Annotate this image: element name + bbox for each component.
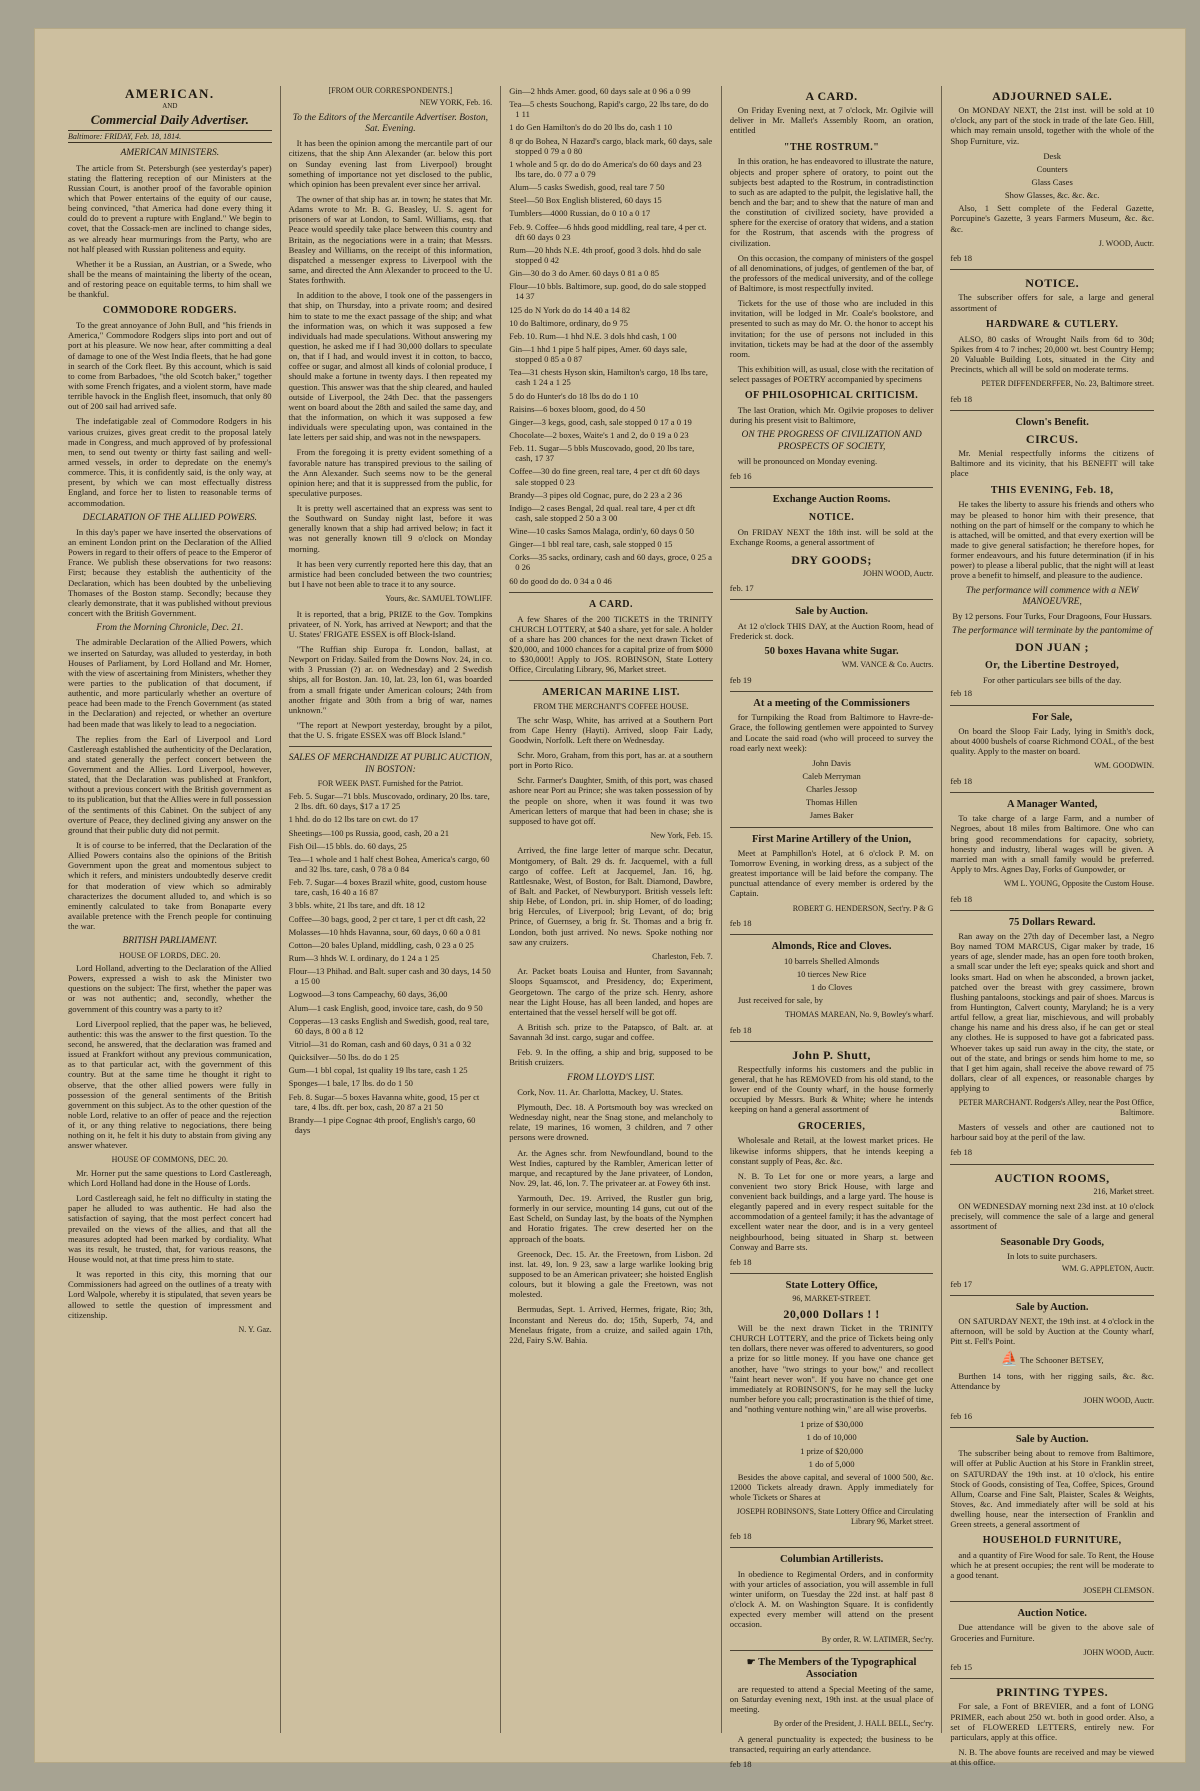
auction-list: [289, 791, 493, 1135]
article-text: It was reported in this city, this morning that our Commissioners had agreed on the outlines of a treaty with Lord Walpole, whereby it is stipulated, that seven years be allowed to settle the question of impressment and citizenship.: [68, 1269, 272, 1320]
cargo-item: 60 do good do do. 0 34 a 0 46: [509, 575, 612, 586]
article-text: It is of course to be inferred, that the Declaration of the Allied Powers contains also the opinions of the British Government upon the great and momentous subject to which it refers, and ministers undoubtedly deserve credit for that moderation of view which so admirably characterizes the document alluded to, and which is so eminently calculated to take from Bonaparte every available pretence with the French people for continuing the war.: [68, 840, 272, 932]
list-item: Charles Jessop: [806, 784, 857, 795]
ad-text: On FRIDAY NEXT the 18th inst. will be sold at the Exchange Rooms, a general assortment of: [729, 527, 934, 548]
auction-item: 3 bbls. white, 21 lbs tare, and dft. 18 12: [288, 900, 425, 911]
ad-emphasis: OF PHILOSOPHICAL CRITICISM.: [744, 390, 919, 402]
cargo-item: Gin—30 do 3 do Amer. 60 days 0 81 a 0 85: [509, 268, 660, 279]
article-text: Mr. Horner put the same questions to Lord Castlereagh, which Lord Holland had done in the House of Lords.: [68, 1167, 272, 1189]
article-text: To the great annoyance of John Bull, and "his friends in America," Commodore Rodgers slips into port and out of port at his pleasure. We now hear, after committing a deal of damage to one of the West India fleets, that he had gone in search of the Cork fleet. By this account, which is said to come from Barbadoes, "the old Scotch baker," together with some French frigates, and a violent storm, have made terrible havock in the English fleet, insomuch, that only 80 out of 200 sail had arrived safe.: [68, 320, 272, 412]
ad-emphasis: DON JUAN ;: [1015, 640, 1089, 655]
article-text: From the foregoing it is pretty evident something of a favorable nature has transpired previous to the sailing of the Ann Alexander. Such seems now to be the general opinion here; and that it is suppressed from the public, for speculative purposes.: [288, 447, 493, 498]
ad-signature: ROBERT G. HENDERSON, Sect'ry. P & G: [792, 903, 934, 913]
article-text: Plymouth, Dec. 18. A Portsmouth boy was wrecked on Wednesday night, near the Snag stone, and melancholy to relate, 19 marines, 16 women, 3 children, and 7 other persons were drowned.: [509, 1101, 713, 1143]
article-subtitle: HOUSE OF LORDS, DEC. 20.: [119, 950, 221, 960]
cargo-item: Wine—10 casks Samos Malaga, ordin'y, 60 days 0 50: [509, 526, 695, 537]
ad-title: PRINTING TYPES.: [996, 1685, 1109, 1700]
auction-item: Flour—13 Phihad. and Balt. super cash and 30 days, 14 50 a 15 00: [288, 966, 491, 987]
ad-emphasis: The performance will terminate by the pantomime of: [952, 626, 1153, 637]
ad-date: feb. 17: [729, 583, 754, 594]
ad-title: Sale by Auction.: [795, 606, 868, 618]
article-text: The article from St. Petersburgh (see yesterday's paper) stating the flattering reception of our Ministers at the Russian Court, is another proof of the favorable opinion which that Power entertains of the equity of our cause, being convinced, "that America had done every thing it could do to prevent a rupture with England." We begin to covet, that the Cossack-men are inclined to change sides, as we already hear murmurings from the Party, who are not half pleased with Russian politeness and equity.: [68, 162, 272, 254]
ad-text: ON WEDNESDAY morning next 23d inst. at 10 o'clock precisely, will commence the sale of a large and general assortment of: [950, 1201, 1154, 1232]
article-title: DECLARATION OF THE ALLIED POWERS.: [82, 512, 258, 523]
article-signature: Yours, &c. SAMUEL TOWLIFF.: [385, 594, 493, 604]
cargo-item: Chocolate—2 boxes, Waite's 1 and 2, do 0 19 a 0 23: [509, 429, 689, 440]
columns: [60, 86, 1162, 1769]
article-text: The indefatigable zeal of Commodore Rodgers in his various cruizes, gives great credit to the proposal lately made in Congress, and much approved of by professional men, to send out twenty or thirty fast sailing and well-armed vessels, in order to depredate on the enemy's commerce. This, it is confidently said, is the only way, at present, by which we can most effectually distress England, and force her to listen to reasonable terms of accommodation.: [68, 416, 272, 508]
ad-text: The last Oration, which Mr. Ogilvie proposes to deliver during his present visit to Baltimore,: [729, 405, 934, 426]
auction-item: Tea—1 whole and 1 half chest Bohea, America's cargo, 60 and 32 lbs. tare, cash, 0 78 a 0 84: [288, 853, 490, 874]
cargo-item: Raisins—6 boxes bloom, good, do 4 50: [509, 403, 646, 414]
masthead-subtitle: Commercial Daily Advertiser.: [90, 111, 249, 127]
ad-text: For sale, a Font of BREVIER, and a font of LONG PRIMER, each about 250 wt. both in good order. Also, a set of FLOWERED LETTERS, entirely new. For particulars, apply at this office.: [950, 1701, 1154, 1742]
cargo-item: Tumblers—4000 Russian, do 0 10 a 0 17: [509, 208, 651, 219]
article-text: In addition to the above, I took one of the passengers in that ship, on Thursday, into a private room; and desired him to state to me the exact passage of the ship; and what the information was, on which it was supposed a few individuals had made speculations. Without answering my question, he asked me if I had 30,000 dollars to speculate on, that if I had, and would invest it in cotton, to bacco, coffee or sugar, and almost all kinds of colonial produce, I should make a fortune in twenty days. I then repeated my question. This answer was that the ship cleared, and hauled outside of Liverpool, the 24th Dec. that the passengers went on board about the 28th and sailed the same day, and that the information, on which it was supposed a few individuals were speculating upon, was contained in the late letters per said ship, and was not in the newspapers.: [288, 290, 493, 443]
auction-item: Sheetings—100 ps Russia, good, cash, 20 a 21: [288, 827, 450, 838]
ad-text: In lots to suite purchasers.: [1007, 1251, 1098, 1261]
ad-text: Respectfully informs his customers and the public in general, that he has REMOVED from his old stand, to the lower end of the County wharf, in the house formerly occupied by Messrs. Burk & White; where he intends keeping on hand a general assortment of: [729, 1063, 934, 1115]
ad-text: Also, 1 Sett complete of the Federal Gazette, Porcupine's Gazette, 3 years Farmers Museum, &c. &c. &c.: [950, 203, 1154, 234]
ad-emphasis: DRY GOODS;: [791, 552, 872, 567]
ad-text: The subscriber being about to remove from Baltimore, will offer at Public Auction at his Store in Franklin street, on SATURDAY the 19th inst. at 10 o'clock, his entire Stock of Goods, consisting of Tea, Coffee, Spices, Ground Allum, Coarse and Fine Salt, Plaister, Scales & Weights, Stoves, &c. And immediately after will be sold at his dwelling house, near the intersection of Franklin and Green streets, a general assortment of: [950, 1448, 1154, 1530]
divider: [509, 680, 713, 681]
ad-address: 96, MARKET-STREET.: [792, 1294, 871, 1304]
list-item: Caleb Merryman: [802, 770, 861, 781]
ad-text: On Friday Evening next, at 7 o'clock, Mr. Ogilvie will deliver in Mr. Mallet's Assembly Room, an oration, entitled: [729, 105, 934, 136]
ad-subtitle: NOTICE.: [808, 512, 855, 524]
ad-text: ON SATURDAY NEXT, the 19th inst. at 4 o'clock in the afternoon, will be sold by Auction at the County wharf, Pitt st. Fell's Point.: [950, 1316, 1154, 1347]
ad-signature: JOSEPH CLEMSON.: [1083, 1585, 1154, 1595]
ad-text: In this oration, he has endeavored to illustrate the nature, objects and proper sphere of oratory, to point out the subjects best adapted to the Rostrum, in contradistinction to such as are adapted to the pulpit, the legislative hall, the bench and the bar; and to shew that the nature of man and the constitution of civilized society, have provided a sphere for the exercise of oratory that widens, and a station for the Rostrum, that ascends with the progress of civilization.: [729, 156, 934, 248]
ad-emphasis: Or, the Libertine Destroyed,: [985, 660, 1120, 672]
article-text: Schr. Moro, Graham, from this port, has ar. at a southern port in Porto Rico.: [509, 750, 713, 771]
ad-title: Columbian Artillerists.: [779, 1554, 884, 1566]
masthead-dateline: Baltimore: FRIDAY, Feb. 18, 1814.: [68, 130, 272, 143]
ad-date: feb 18: [729, 1024, 752, 1035]
auction-item: 1 hhd. do do 12 lbs tare on cwt. do 17: [288, 814, 419, 825]
ad-date: feb 18: [729, 1256, 752, 1267]
ad-text: The subscriber offers for sale, a large and general assortment of: [950, 292, 1154, 313]
ad-signature: JOHN WOOD, Auctr.: [1083, 1396, 1154, 1406]
ad-title: ADJOURNED SALE.: [992, 89, 1113, 103]
article-text: "The Ruffian ship Europa fr. London, ballast, at Newport on Friday. Sailed from the Downs Nov. 24, in co. with 3 Prussian (?) ar. on Wednesday) and 2 Swedish ships, all for Boston. Jan. 10, lat. 23, lon 61, was boarded from a small frigate under American colours; 24th from another frigate and 30th from a brig of war, names unknown.": [288, 644, 493, 715]
list-item: 1 do of 5,000: [808, 1458, 855, 1469]
auction-item: Quicksilver—50 lbs. do do 1 25: [288, 1052, 399, 1063]
article-text: It is reported, that a brig, PRIZE to the Gov. Tompkins privateer, of N. York, has arrived at Newport; and that the U. States' FRIGATE ESSEX is off Block-Island.: [288, 608, 493, 639]
ad-title: Auction Notice.: [1017, 1608, 1087, 1620]
ad-text: In obedience to Regimental Orders, and in conformity with your articles of association, you will assemble in full winter uniform, on Tuesday the 22d inst. at half past 8 o'clock A. M. on Washington Square. It is confidently expected every member will attend on the present occasion.: [729, 1568, 934, 1630]
ad-title: A CARD.: [805, 89, 858, 103]
ad-title: NOTICE.: [1025, 276, 1080, 291]
auction-item: Logwood—3 tons Campeachy, 60 days, 36,00: [288, 989, 448, 1000]
dateline: New York, Feb. 15.: [650, 831, 713, 841]
article-title: SALES OF MERCHANDIZE AT PUBLIC AUCTION, IN BOSTON:: [288, 753, 493, 775]
ad-date: feb 18: [729, 1758, 752, 1769]
ad-signature: PETER DIFFENDERFFER, No. 23, Baltimore street.: [981, 379, 1154, 389]
article-text: The owner of that ship has ar. in town; he states that Mr. Adams wrote to Mr. B. G. Beasley, U. S. agent for prisoners of war at London, to Saml. Williams, esq. that Peace would speedily take place between this country and Britain, as the negociations were in a train; that Messrs. Beasley and Williams, on the receipt of this information, dispatched a messenger express to Liverpool with the same, and directed the Ann Alexander to proceed to the U. States forthwith.: [288, 193, 493, 286]
ad-emphasis: THIS EVENING, Feb. 18,: [990, 484, 1114, 496]
ad-text: For other particulars see bills of the day.: [983, 675, 1122, 686]
ad-text: N. B. To Let for one or more years, a large and convenient two story Brick House, with large and convenient back buildings, and a large yard. The house is elegantly papered and in every respect suitable for the accommodation of a genteel family; it has the advantage of excellent water near the door, and is in a very genteel neighbourhood, being situated in Sharp st. between Conway and Barre sts.: [729, 1170, 934, 1252]
column-3: [501, 86, 722, 1733]
article-text: Bermudas, Sept. 1. Arrived, Hermes, frigate, Rio; 3th, Inconstant and Nereus do. do; 15th, Superb, 74, and Menelaus frigate, from a cruize, and sailed again 17th, 22d, Fairy S.W. Bahia.: [509, 1304, 713, 1345]
cargo-item: Alum—5 casks Swedish, good, real tare 7 50: [509, 182, 665, 193]
cargo-item: Ginger—1 bbl real tare, cash, sale stopped 0 15: [509, 539, 673, 550]
article-text: In this day's paper we have inserted the observations of an eminent London print on the Declaration of the Allied Powers in regard to their offers of peace to the Emperor of France. We publish these observations for two reasons: First; because they establish the authenticity of the Declaration, which has been doubted by the unbelieving Thomases of the Boston stamp. Secondly; because they clearly demonstrate, that it was published without previous concert with the British Government.: [68, 526, 272, 619]
cargo-item: Feb. 11. Sugar—5 bbls Muscovado, good, 20 lbs tare, cash, 17 37: [509, 443, 695, 464]
auction-item: Feb. 7. Sugar—4 boxes Brazil white, good, custom house tare, cash, 16 40 a 16 87: [288, 877, 487, 898]
ad-emphasis: ON THE PROGRESS OF CIVILIZATION AND PROSPECTS OF SOCIETY,: [741, 430, 922, 452]
auction-item: Fish Oil—15 bbls. do. 60 days, 25: [288, 840, 407, 851]
divider: [730, 934, 934, 935]
article-text: Ar. the Agnes schr. from Newfoundland, bound to the West Indies, captured by the Rambler, American letter of marque, and recaptured by the Jane privateer, of London, Nov. 29, lat. 46, lon. 7. The privateer ar. at Fowey 6th inst.: [509, 1147, 713, 1188]
article-text: A British sch. prize to the Patapsco, of Balt. ar. at Savannah 3d inst. cargo, sugar and coffee.: [509, 1022, 713, 1043]
ad-text: On this occasion, the company of ministers of the gospel of all denominations, of judges, of gentlemen of the bar, of the professors of the medical university, and of the college of Baltimore, is most respectfully invited.: [729, 252, 934, 294]
article-text: Lord Liverpool replied, that the paper was, he believed, authentic: this was the answer to the first question. To the second, he answered, that the declaration was framed and issued at Frankfort without any previous communication, as to that particular act, with the government of this country. But at the same time he thought it right to observe, that the other allied powers were fully in possession of the general sentiments of the British government on this subject. As to the other question of the noble Lord, relative to an offer of peace and the rejection of it, or any thing relative to negociations, there being nothing on it, he felt it his duty to abstain from giving any answer whatever.: [68, 1018, 272, 1151]
ad-text: Tickets for the use of those who are included in this invitation, will be lodged in Mr. Coale's bookstore, and presented to such as may do Mr. O. the honor to accept his invitation; for the use of persons not included in this invitation, tickets may be had at the door of the assembly room.: [729, 298, 934, 359]
cargo-item: 5 do do Hunter's do 18 lbs do do 1 10: [509, 390, 639, 401]
ad-date: feb 19: [729, 674, 752, 685]
ad-text: will be pronounced on Monday evening.: [737, 455, 878, 466]
ad-text: Will be the next drawn Ticket in the TRINITY CHURCH LOTTERY, and the price of Tickets being only ten dollars, there never was offered to adventurers, so good a prize for so little money. If you have one chance get another, have "two strings to your bow," and recollect "faint heart never won". If you have no chance get one immediately at ROBINSON'S, for he may sell the lucky number before you call; procrastination is the thief of time, and "nothing venture nothing win," are all wise proverbs.: [729, 1323, 934, 1415]
ad-text: ALSO, 80 casks of Wrought Nails from 6d to 30d; Spikes from 4 to 7 inches; 20,000 wt. best Country Hemp; 20 Valuable Building Lots, situated in the City and Precincts, which all will be sold on moderate terms.: [950, 333, 1154, 374]
masthead-and: AND: [162, 102, 178, 111]
ad-signature: JOSEPH ROBINSON'S, State Lottery Office and Circulating Library 96, Market street.: [736, 1507, 934, 1526]
ad-title: 75 Dollars Reward.: [1008, 916, 1096, 928]
ad-signature: WM L. YOUNG, Opposite the Custom House.: [1003, 879, 1154, 889]
ad-text: Due attendance will be given to the above sale of Groceries and Furniture.: [950, 1622, 1154, 1643]
dateline: Charleston, Feb. 7.: [652, 951, 713, 961]
ad-date: feb 18: [729, 918, 752, 929]
cargo-item: Ginger—3 kegs, good, cash, sale stopped 0 17 a 0 19: [509, 416, 692, 427]
article-subtitle: FROM THE MERCHANT'S COFFEE HOUSE.: [533, 702, 689, 712]
ad-text: Mr. Menial respectfully informs the citizens of Baltimore and its vicinity, that his BENEFIT will take place: [950, 448, 1154, 479]
ad-text: To take charge of a large Farm, and a number of Negroes, about 18 miles from Baltimore. One who can bring good recommendations for capacity, sobriety, honesty and industry, liberal wages will be given. A married man with a small family would be preferred. Apply to Mrs. Agnes Day, Forks of Gunpowder, or: [950, 813, 1154, 874]
list-item: Counters: [1036, 163, 1068, 174]
ad-emphasis: The Schooner BETSEY,: [1020, 1354, 1104, 1365]
ad-title: Exchange Auction Rooms.: [772, 494, 891, 506]
article-text: Feb. 9. In the offing, a ship and brig, supposed to be British cruizers.: [509, 1047, 713, 1068]
divider: [730, 599, 934, 600]
auction-item: Molasses—10 hhds Havanna, sour, 60 days, 0 60 a 0 81: [288, 926, 481, 937]
ad-date: feb 18: [950, 775, 973, 786]
ad-date: feb 18: [950, 393, 973, 404]
ad-signature: PETER MARCHANT. Rodgers's Alley, near the Post Office, Baltimore.: [958, 1098, 1154, 1117]
auction-item: Feb. 8. Sugar—5 boxes Havanna white, good, 15 per ct tare, 4 lbs. dft. per box, cash, 20 87 a 21 50: [288, 1091, 480, 1112]
article-text: Schr. Farmer's Daughter, Smith, of this port, was chased ashore near Port au Prince; she was taken possession of by the people on shore, when it was found it was two American letters of marque that had been in chase; she is supposed to have got off.: [509, 775, 713, 826]
divider: [950, 1295, 1154, 1296]
divider: [730, 1547, 934, 1548]
list-item: John Davis: [812, 757, 851, 768]
auction-item: Copperas—13 casks English and Swedish, good, real tare, 60 days, 8 00 a 8 12: [288, 1015, 490, 1036]
ad-title: CIRCUS.: [1025, 432, 1079, 447]
list-item: 10 tierces New Rice: [796, 968, 867, 979]
divider: [950, 269, 1154, 270]
list-item: Thomas Hillen: [805, 797, 858, 808]
list-item: 1 do Cloves: [811, 981, 853, 992]
article-text: Lord Castlereagh said, he felt no difficulty in stating the paper he alluded to was authentic. He had also the satisfaction of saying, that the most perfect concert had prevailed on the views of the allies, and that all the measures adopted had been marked by cordiality. What was its result, he trusted, that, for various reasons, the House would not, at that time press him to state.: [68, 1193, 272, 1265]
cargo-item: 125 do N York do do 14 40 a 14 82: [509, 304, 631, 315]
divider: [950, 792, 1154, 793]
cargo-item: Tea—31 chests Hyson skin, Hamilton's cargo, 18 lbs tare, cash 1 24 a 1 25: [509, 367, 708, 388]
article-text: It is pretty well ascertained that an express was sent to the Southward on Sunday night last, before it was generally known that a ship had arrived below; in fact it was not generally known till 9 o'clock on Monday morning.: [288, 503, 493, 554]
ad-emphasis: Seasonable Dry Goods,: [1000, 1236, 1104, 1248]
article-text: The replies from the Earl of Liverpool and Lord Castlereagh established the authenticity of the Declaration, and stated generally the perfect concert between the Government and the Allies. Lord Liverpool, however, stated, that the Declaration was published at Frankfort, without a previous concert with the British government as to its publication, but that the Allies were in full possession of the sentiments of this Cabinet. On the subject of any overture of Peace, they declined giving any answer on the ground that their public duty did not permit.: [68, 733, 272, 835]
ad-text: Ran away on the 27th day of December last, a Negro Boy named TOM MARCUS, Cigar maker by trade, 16 years of age, slender made, has an open fore tooth broken, a small scar under the left eye; speaks quick and short and looks smart. Had on when he absconded, a brown jacket, patched over the breast with grey cassimere, brown flushing pantaloons, stockings and pair of shoes. Marcus is from Huntington, Calvert county, Maryland; he is a very artful fellow, a great liar, mischievous, and will probably change his name and his dress also, if he can get or steal any clothes. He is supposed to have got a fabricated pass. Whoever takes up said run away in the city, the state, or out of the state, and brings or sends him home to me, so that I get him again, shall receive the above reward of 75 dollars, clear of all expences, or reasonable charges by applying to: [950, 931, 1154, 1094]
ad-date: feb 16: [950, 1410, 973, 1421]
ad-text: Meet at Pamphillon's Hotel, at 6 o'clock P. M. on Tomorrow Evening, in working dress, as a subject of the greatest importance will be laid before the company. The punctual attendance of every member is ordered by the Captain.: [729, 847, 934, 899]
cargo-item: Flour—10 bbls. Baltimore, sup. good, do do sale stopped 14 37: [509, 281, 706, 302]
auction-item: Feb. 5. Sugar—71 bbls. Muscovado, ordinary, 20 lbs. tare, 2 lbs. dft. 60 days, $17 a 17 25: [288, 791, 490, 812]
ad-signature: By order, R. W. LATIMER, Sec'ry.: [821, 1634, 934, 1644]
divider: [730, 1650, 934, 1651]
ad-text: Just received for sale, by: [737, 994, 823, 1005]
auction-item: Vitriol—31 do Roman, cash and 60 days, 0 31 a 0 32: [288, 1038, 472, 1049]
list-item: 1 do of 10,000: [806, 1432, 857, 1443]
divider: [730, 1273, 934, 1274]
divider: [730, 827, 934, 828]
cargo-item: Gin—1 hhd 1 pipe 5 half pipes, Amer. 60 days sale, stopped 0 85 a 0 87: [509, 343, 688, 365]
list-item: Glass Cases: [1031, 177, 1073, 187]
article-title: To the Editors of the Mercantile Advertiser. Boston, Sat. Evening.: [292, 112, 488, 135]
article-text: It has been the opinion among the mercantile part of our citizens, that the ship Ann Alexander (ar. below this port on Sunday evening last from Liverpool) brought something of importance not yet disclosed to the public, which opinion has been prevalent ever since her arrival.: [288, 138, 493, 189]
divider: [950, 705, 1154, 706]
article-text: Yarmouth, Dec. 19. Arrived, the Rustler gun brig, formerly in our service, mounting 14 guns, cut out of the East Scheld, on Sunday last, by the boats of the Nymphen and Horatio frigates. The crew deserted her on the approach of the boats.: [509, 1193, 713, 1244]
cargo-item: Feb. 10. Rum—1 hhd N.E. 3 dols hhd cash, 1 00: [509, 330, 677, 341]
article-subtitle: HOUSE OF COMMONS, DEC. 20.: [111, 1155, 228, 1165]
divider: [950, 1164, 1154, 1165]
ad-emphasis: HOUSEHOLD FURNITURE,: [982, 1535, 1122, 1547]
ad-emphasis: 50 boxes Havana white Sugar.: [764, 645, 899, 657]
cargo-item: 8 qr do Bohea, N Hazard's cargo, black mark, 60 days, sale stopped 0 79 a 0 80: [509, 135, 713, 156]
ad-title: [730, 1657, 934, 1682]
ad-date: feb 15: [950, 1662, 973, 1673]
ad-text: Masters of vessels and other are cautioned not to harbour said boy at the peril of the law.: [950, 1122, 1154, 1143]
ad-text: Besides the above capital, and several of 1000 500, &c. 12000 Tickets already drawn. Apply immediately for whole Tickets or Shares at: [729, 1471, 934, 1503]
column-4: [722, 86, 943, 1769]
ad-date: feb 18: [729, 1531, 752, 1542]
list-item: James Baker: [809, 810, 854, 821]
ad-title: At a meeting of the Commissioners: [753, 697, 910, 709]
auction-item: Gum—1 bbl copal, 1st quality 19 lbs tare, cash 1 25: [288, 1065, 468, 1076]
cargo-item: Brandy—3 pipes old Cognac, pure, do 2 23 a 2 36: [509, 489, 682, 500]
cargo-item: Steel—50 Box English blistered, 60 days 15: [509, 195, 662, 206]
ad-signature: THOMAS MAREAN, No. 9, Bowley's wharf.: [785, 1010, 934, 1020]
ad-title: AUCTION ROOMS,: [994, 1170, 1110, 1185]
dateline: NEW YORK, Feb. 16.: [419, 98, 493, 108]
list-item: Desk: [1043, 150, 1061, 161]
article-title: From the Morning Chronicle, Dec. 21.: [96, 623, 244, 634]
ad-signature: J. WOOD, Auctr.: [1098, 238, 1154, 248]
ad-text: On board the Sloop Fair Lady, lying in Smith's dock, about 4000 bushels of coarse Richmond COAL, of the best quality. Apply to the master on board.: [950, 725, 1154, 757]
article-title: BRITISH PARLIAMENT.: [122, 936, 218, 947]
article-text: It has been very currently reported here this day, that an armistice had been concluded between the two countries; but I have not been able to trace it to any source.: [288, 558, 493, 590]
article-source: N. Y. Gaz.: [238, 1324, 272, 1334]
ad-date: feb 16: [729, 470, 752, 481]
ad-title: Clown's Benefit.: [1015, 416, 1089, 428]
article-text: Arrived, the fine large letter of marque schr. Decatur, Montgomery, of Balt. 29 ds. fr. Jacquemel, with a full cargo of coffee. Left at Jacquemel, Jan. 16, hg. Rattlesnake, West, of Boston, for Balt. Diamond, Dawbre, of Balt. and Packet, of Newburyport. British vessels left: ship Hebe, of London, pri. in. ship Homer, of do loading; brig Hercules, of Liverpool; brig Levant, of do; brig Prince, of Guernsey, a brig fr. St. Thomas and a brig fr. London, both just arrived. No news. Spoke nothing nor saw any cruizers.: [509, 845, 713, 947]
article-text: Greenock, Dec. 15. Ar. the Freetown, from Lisbon. 2d inst. lat. 49, lon. 9 23, saw a large warlike looking brig supposed to be an American privateer; she hoisted English colours, but it blowing a gale the Freetown, was not molested.: [509, 1248, 713, 1300]
article-text: The admirable Declaration of the Allied Powers, which we inserted on Saturday, was alluded to yesterday, in both Houses of Parliament, by Lord Holland and Mr. Horner, with the view of ascertaining from Ministers, whether they were parties to the publication of that document, if authentic, and more particularly whether an overture of peace had been made to the French Government (as stated in the Declaration) and rejected, or whether an overture had been made that was likely to lead to a negociation.: [68, 637, 272, 729]
ad-title: For Sale,: [1032, 711, 1073, 723]
divider: [730, 691, 934, 692]
cargo-item: Indigo—2 cases Bengal, 2d qual. real tare, 4 per ct dft cash, sale stopped 2 50 a 3 00: [509, 502, 696, 523]
ad-title: State Lottery Office,: [785, 1280, 878, 1292]
article-text: The schr Wasp, White, has arrived at a Southern Port from Cape Henry (Hayti). Arrived, sloop Fair Lady, Goodwin, Norfolk. Left there on Wednesday.: [509, 714, 713, 745]
ad-date: feb 18: [950, 688, 973, 699]
ad-text: Burthen 14 tons, with her rigging sails, &c. &c. Attendance by: [950, 1371, 1154, 1392]
cargo-item: 10 do Baltimore, ordinary, do 9 75: [509, 317, 628, 328]
ad-title: John P. Shutt,: [792, 1047, 871, 1062]
ad-emphasis: HARDWARE & CUTLERY.: [985, 318, 1119, 330]
ad-emphasis: 20,000 Dollars ! !: [783, 1306, 880, 1321]
ad-title: Sale by Auction.: [1015, 1301, 1089, 1313]
column-5: [942, 86, 1162, 1768]
ad-signature: WM. VANCE & Co. Auctrs.: [841, 660, 934, 670]
ad-text: A general punctuality is expected; the business to be transacted, requiring an early attendance.: [729, 1733, 934, 1754]
ad-address: 216, Market street.: [1093, 1186, 1154, 1196]
ad-signature: JOHN WOOD, Auctr.: [1083, 1647, 1154, 1657]
auction-item: Coffee—30 bags, good, 2 per ct tare, 1 per ct dft cash, 22: [288, 913, 486, 924]
ad-text: N. B. The above founts are received and may be viewed at this office.: [950, 1747, 1154, 1768]
article-text: Ar. Packet boats Louisa and Hunter, from Savannah; Sloops Squamscot, and Presidency, do; Experiment, Georgetown. The cargo of the prize sch. Henry, ashore near the Light House, has all been landed, and hopes are entertained that the vessel herself will be got off.: [509, 966, 713, 1017]
ad-text: On MONDAY NEXT, the 21st inst. will be sold at 10 o'clock, any part of the stock in trade of the late Geo. Hill, which may remain unsold, together with the whole of the Shop Furniture, viz.: [950, 105, 1154, 146]
ad-text: and a quantity of Fire Wood for sale. To Rent, the House which he at present occupies; the rent will be moderate to a good tenant.: [950, 1550, 1154, 1581]
ad-text: By 12 persons. Four Turks, Four Dragoons, Four Hussars.: [952, 610, 1152, 621]
article-text: "The report at Newport yesterday, brought by a pilot, that the U. S. frigate ESSEX was off Block Island.": [288, 720, 493, 741]
ad-ship-line: [950, 1352, 1154, 1369]
ad-date: feb 18: [950, 253, 973, 264]
masthead-title: AMERICAN.: [124, 86, 215, 101]
section-header: [FROM OUR CORRESPONDENTS.]: [328, 86, 453, 95]
ship-icon: ⛵: [1000, 1351, 1019, 1367]
ad-title: A CARD.: [588, 598, 634, 610]
ad-title: Sale by Auction.: [1015, 1433, 1089, 1445]
divider: [950, 1601, 1154, 1602]
ad-text: for Turnpiking the Road from Baltimore to Havre-de-Grace, the following gentlemen were appointed to Survey and Locate the said road (who will proceed to survey the road early next week):: [729, 712, 934, 753]
ad-text: He takes the liberty to assure his friends and others who may be pleased to honor him with their presence, that nothing on the part of himself or the company to which he is attached, will be omitted, and that every exertion will be made to give general satisfaction; he therefore hopes, for former endeavours, and his future determination (if in his power) to please a liberal public, that the night will at least prove a benefit to himself, and pleasure to the audience.: [950, 499, 1154, 581]
ad-signature: WM. GOODWIN.: [1094, 761, 1154, 771]
ad-date: feb 18: [950, 1147, 973, 1158]
ad-signature: WM. G. APPLETON, Auctr.: [1061, 1264, 1154, 1274]
ad-signature: By order of the President, J. HALL BELL, Sec'ry.: [773, 1719, 934, 1729]
ad-emphasis: "THE ROSTRUM.": [783, 141, 880, 153]
article-title: FROM LLOYD'S LIST.: [567, 1072, 655, 1083]
cargo-item: Rum—20 hhds N.E. 4th proof, good 3 dols. hhd do sale stopped 0 42: [509, 244, 702, 265]
ad-text: At 12 o'clock THIS DAY, at the Auction Room, head of Frederick st. dock.: [729, 620, 934, 641]
divider: [730, 487, 934, 488]
pointing-hand-icon: ☛: [746, 1656, 756, 1668]
list-item: 10 barrels Shelled Almonds: [783, 955, 880, 966]
divider: [950, 410, 1154, 411]
article-title: COMMODORE RODGERS.: [102, 305, 237, 317]
article-title: AMERICAN MARINE LIST.: [542, 687, 680, 699]
ad-title-text: The Members of the Typographical Association: [758, 1656, 917, 1681]
divider: [950, 1678, 1154, 1679]
cargo-list: [509, 86, 713, 586]
article-text: Whether it be a Russian, an Austrian, or a Swede, who shall be the means of maintaining the liberty of the ocean, and of restoring peace on equitable terms, to him shall we be thankful.: [68, 258, 272, 300]
ad-title: Almonds, Rice and Cloves.: [771, 941, 892, 953]
article-title: AMERICAN MINISTERS.: [120, 148, 220, 159]
ad-text: This exhibition will, as usual, close with the recitation of select passages of POETRY accompanied by specimens: [729, 364, 934, 385]
ad-title: A Manager Wanted,: [1007, 798, 1098, 810]
cargo-item: Feb. 9. Coffee—6 hhds good middling, real tare, 4 per ct. dft 60 days 0 23: [509, 221, 707, 242]
cargo-item: 1 whole and 5 qr. do do do America's do 60 days and 23 lbs tare, do. 0 77 a 0 79: [509, 158, 702, 179]
ad-date: feb 18: [950, 893, 973, 904]
column-1: [60, 86, 281, 1733]
ad-signature: JOHN WOOD, Auctr.: [862, 568, 934, 578]
list-item: 1 prize of $20,000: [800, 1445, 864, 1456]
auction-item: Alum—1 cask English, good, invoice tare, cash, do 9 50: [288, 1002, 483, 1013]
divider: [730, 1041, 934, 1042]
ad-title: First Marine Artillery of the Union,: [751, 833, 912, 845]
auction-item: Cotton—20 bales Upland, middling, cash, 0 23 a 0 25: [288, 939, 474, 950]
auction-item: Rum—3 hhds W. I. ordinary, do 1 24 a 1 25: [288, 952, 440, 963]
article-subtitle: FOR WEEK PAST. Furnished for the Patriot.: [317, 778, 463, 788]
list-item: 1 prize of $30,000: [800, 1419, 864, 1430]
divider: [289, 746, 493, 747]
newspaper-page: [34, 28, 1186, 1769]
column-2: [281, 86, 502, 1733]
article-text: Lord Holland, adverting to the Declaration of the Allied Powers, expressed a wish to ask the Minister two questions on the subject: The first, whether the paper was or was not authentic; and, secondly, whether the government of this country was a party to it?: [68, 962, 272, 1014]
auction-item: Sponges—1 bale, 17 lbs. do do 1 50: [288, 1078, 413, 1089]
article-text: Cork, Nov. 11. Ar. Charlotta, Mackey, U. States.: [517, 1086, 684, 1097]
cargo-item: 1 do Gen Hamilton's do do 20 lbs do, cash 1 10: [509, 122, 673, 133]
list-item: Show Glasses, &c. &c. &c.: [1004, 190, 1100, 201]
ad-text: Wholesale and Retail, at the lowest market prices. He likewise informs shippers, that he intends keeping a constant supply of Peas, &c. &c.: [729, 1135, 934, 1166]
cargo-item: Gin—2 hhds Amer. good, 60 days sale at 0 96 a 0 99: [509, 86, 691, 96]
divider: [950, 1427, 1154, 1428]
auction-item: Brandy—1 pipe Cognac 4th proof, English's cargo, 60 days: [288, 1114, 476, 1135]
ad-date: feb 17: [950, 1278, 973, 1289]
divider: [509, 592, 713, 593]
ad-emphasis: GROCERIES,: [797, 1120, 866, 1132]
cargo-item: Coffee—30 do fine green, real tare, 4 per ct dft 60 days sale stopped 0 23: [509, 466, 700, 487]
ad-emphasis: The performance will commence with a NEW MANOEUVRE,: [965, 585, 1139, 607]
ad-text: are requested to attend a Special Meeting of the same, on Saturday evening next, 19th inst. at the usual place of meeting.: [729, 1683, 934, 1714]
ad-text: A few Shares of the 200 TICKETS in the TRINITY CHURCH LOTTERY, at $40 a share, yet for sale. A holder of a share has 200 chances for the next drawn Ticket of $20,000, and 1000 chances for a capital prize of from $000 to $30,000!! Apply to JOS. ROBINSON, State Lottery Office, Circulating Library, 96, Market street.: [509, 613, 713, 675]
divider: [950, 910, 1154, 911]
cargo-item: Corks—35 sacks, ordinary, cash and 60 days, groce, 0 25 a 0 26: [509, 552, 712, 573]
cargo-item: Tea—5 chests Souchong, Rapid's cargo, 22 lbs tare, do do 1 11: [509, 99, 709, 120]
